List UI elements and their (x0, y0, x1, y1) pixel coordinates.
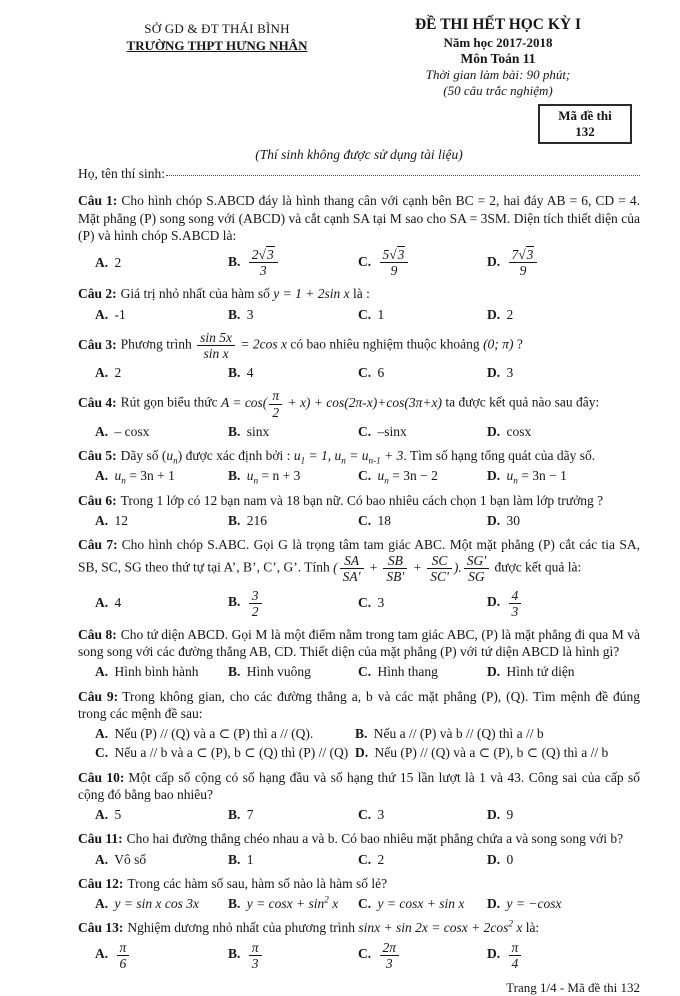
question-label: Câu 11: (78, 831, 123, 847)
option-d: D. 3 (487, 365, 514, 381)
option-c: C. $\frac{2\pi}{3}$ (358, 939, 487, 972)
option-c: C. $u_n = 3n - 2$ (358, 468, 438, 486)
question-label: Câu 9: (78, 688, 119, 704)
options (95, 894, 640, 913)
options (95, 850, 640, 869)
student-name-row (78, 166, 640, 182)
option-a: A. $u_n = 3n + 1$ (95, 468, 175, 486)
school-block (78, 16, 356, 99)
option-d: D. $\frac{4}{3}$ (487, 587, 640, 620)
option-b: B. 216 (228, 512, 268, 528)
option-c: C. 3 (358, 595, 385, 611)
option-a: A. – cosx (95, 423, 150, 439)
option-d: D. 0 (487, 851, 514, 867)
option-c: C. 1 (358, 306, 385, 322)
exam-code-row (78, 104, 640, 145)
question-label: Câu 10: (78, 769, 125, 785)
question-label: Câu 8: (78, 626, 117, 642)
page-footer: Trang 1/4 - Mã đề thi 132 (506, 979, 640, 995)
question-label: Câu 13: (78, 920, 124, 936)
option-a: A. Nếu (P) // (Q) và a ⊂ (P) thì a // (Q). (95, 726, 314, 742)
question (78, 688, 640, 763)
option-b: B. $u_n = n + 3$ (228, 468, 301, 486)
question-text: Câu 7: Cho hình chóp S.ABC. Gọi G là trọng tâm tam giác ABC. Một mặt phẳng (P) cắt các tia SA, SB, SC, SG theo thứ tự tại A’, B’, C’, G’. Tính ( $\frac{SA}{SA'}$ + $\frac{SB}{SB'}$ + $\frac{SC}{SC'}$ ). $\frac{SG'}{SG}$ được kết quả là: (78, 537, 640, 585)
question-label: Câu 5: (78, 447, 117, 463)
option-b: B. 3 (228, 306, 254, 322)
option-a: A. 4 (95, 595, 122, 611)
question-text: Câu 8: Cho tứ diện ABCD. Gọi M là một điểm nằm trong tam giác ABC, (P) là mặt phẳng đi qua M và song song với các đường thẳng AB, CD. Thiết diện của mặt phẳng (P) với tứ diện ABCD là hình gì? (78, 626, 640, 659)
school-name: TRƯỜNG THPT HƯNG NHÂN (126, 38, 308, 54)
option-a: A. $\frac{\pi}{6}$ (95, 939, 228, 972)
options (95, 939, 640, 972)
option-b: B. $\frac{2√3}{3}$ (228, 246, 358, 279)
options (95, 805, 640, 824)
question (78, 447, 640, 486)
notice: (Thí sinh không được sử dụng tài liệu) (255, 147, 463, 163)
question-text: Câu 2: Giá trị nhỏ nhất của hàm số y = 1 + 2sin x là : (78, 286, 370, 302)
question (78, 285, 640, 324)
question-text: Câu 10: Một cấp số cộng có số hạng đầu và số hạng thứ 15 lần lượt là 1 và 43. Công sai của cấp số cộng đó bằng bao nhiêu? (78, 769, 640, 802)
option-a: A. 2 (95, 365, 122, 381)
question-text: Câu 3: Phương trình $\frac{\sin 5x}{\text{sin x}}$ = 2cos x có bao nhiêu nghiệm thuộc khoảng (0; π) ? (78, 330, 523, 362)
option-a: A. Vô số (95, 851, 147, 867)
option-d: D. 30 (487, 512, 520, 528)
option-b: B. sinx (228, 423, 270, 439)
question-text: Câu 6: Trong 1 lớp có 12 bạn nam và 18 bạn nữ. Có bao nhiêu cách chọn 1 bạn làm lớp trưởng ? (78, 492, 604, 508)
options (95, 662, 640, 681)
option-d: D. $\frac{7√3}{9}$ (487, 246, 640, 279)
exam-title-block (356, 16, 640, 99)
option-d: D. 9 (487, 807, 514, 823)
option-d: D. y = −cosx (487, 896, 562, 912)
question (78, 830, 640, 869)
question-label: Câu 4: (78, 395, 117, 411)
question-label: Câu 6: (78, 492, 117, 508)
question (78, 388, 640, 440)
option-b: B. $y = \cos x + \sin^2 x$ (228, 894, 339, 912)
option-b: B. Hình vuông (228, 664, 311, 680)
option-d: D. $u_n = 3n - 1$ (487, 468, 567, 486)
question-text: Câu 9: Trong không gian, cho các đường thẳng a, b và các mặt phẳng (P), (Q). Tìm mệnh đề đúng trong các mệnh đề sau: (78, 688, 640, 721)
question-label: Câu 1: (78, 193, 118, 209)
options (95, 724, 640, 763)
option-c: C. Nếu a // b và a ⊂ (P), b ⊂ (Q) thì (P) // (Q) (95, 745, 349, 761)
option-c: C. –sinx (358, 423, 407, 439)
options (95, 587, 640, 620)
option-a: A. Hình bình hành (95, 664, 199, 680)
options (95, 363, 640, 382)
exam-title: ĐỀ THI HẾT HỌC KỲ I (414, 16, 582, 33)
option-c: C. 3 (358, 807, 385, 823)
option-b: B. $\frac{3}{2}$ (228, 587, 358, 620)
option-c: C. Hình thang (358, 664, 438, 680)
question-text: Câu 11: Cho hai đường thẳng chéo nhau a và b. Có bao nhiêu mặt phẳng chứa a và song song với b? (78, 831, 624, 847)
question-text: Câu 1: Cho hình chóp S.ABCD đáy là hình thang cân với cạnh bên BC = 2, hai đáy AB = 6, CD = 4. Mặt phẳng (P) song song với (ABCD) và cắt cạnh SA tại M sao cho SA = 3SM. Diện tích thiết diện của (P) và hình chóp S.ABCD là: (78, 193, 641, 243)
option-a: A. 12 (95, 512, 128, 528)
option-a: A. y = sin x cos 3x (95, 896, 199, 912)
student-name-label: Họ, tên thí sinh: (78, 166, 165, 182)
school-year: Năm học 2017-2018 (443, 34, 553, 50)
exam-code-label: Mã đề thi (558, 107, 612, 123)
question (78, 192, 640, 279)
question (78, 875, 640, 914)
question (78, 492, 640, 531)
exam-code-value: 132 (575, 124, 595, 140)
question (78, 919, 640, 971)
option-d: D. Hình tứ diện (487, 664, 575, 680)
format-note: (50 câu trắc nghiệm) (443, 83, 553, 99)
option-c: C. y = cosx + sin x (358, 896, 465, 912)
option-b: B. 7 (228, 807, 254, 823)
options (95, 246, 640, 279)
exam-code-box (538, 104, 632, 145)
question-text: Câu 5: Dãy số $(u_n)$ được xác định bởi : $u_1 = 1$, $u_n = u_{n-1} + 3$. Tìm số hạng tổng quát của dãy số. (78, 447, 596, 466)
header (78, 16, 640, 99)
department-name: SỞ GD & ĐT THÁI BÌNH (144, 21, 290, 36)
option-c: C. 6 (358, 365, 385, 381)
option-d: D. cosx (487, 423, 532, 439)
option-b: B. $\frac{\pi}{3}$ (228, 939, 358, 972)
duration: Thời gian làm bài: 90 phút; (425, 67, 571, 83)
options (95, 422, 640, 441)
option-c: C. 18 (358, 512, 391, 528)
option-a: A. 5 (95, 807, 122, 823)
option-a: A. -1 (95, 306, 126, 322)
question-label: Câu 2: (78, 286, 117, 302)
option-b: B. 1 (228, 851, 254, 867)
question (78, 536, 640, 620)
question-label: Câu 3: (78, 336, 117, 352)
option-c: C. $\frac{5√3}{9}$ (358, 246, 487, 279)
question (78, 626, 640, 682)
option-d: D. 2 (487, 306, 514, 322)
question-label: Câu 7: (78, 537, 118, 553)
student-name-fill-line (166, 175, 640, 176)
question-label: Câu 12: (78, 875, 124, 891)
questions (78, 192, 640, 971)
option-d: D. $\frac{\pi}{4}$ (487, 939, 640, 972)
question-text: Câu 4: Rút gọn biểu thức A = cos( $\frac{\pi}{2}$ + x) + cos(2π-x)+cos(3π+x) ta được kết quả nào sau đây: (78, 388, 600, 420)
option-d: D. Nếu (P) // (Q) và a ⊂ (P), b ⊂ (Q) thì a // b (355, 745, 609, 761)
option-b: B. 4 (228, 365, 254, 381)
question (78, 330, 640, 382)
option-b: B. Nếu a // (P) và b // (Q) thì a // b (355, 726, 544, 742)
subject: Môn Toán 11 (460, 50, 536, 66)
options (95, 466, 640, 485)
options (95, 305, 640, 324)
question-text: Câu 12: Trong các hàm số sau, hàm số nào là hàm số lẻ? (78, 875, 388, 891)
options (95, 511, 640, 530)
option-a: A. 2 (95, 255, 122, 271)
question (78, 769, 640, 825)
question-text: Câu 13: Nghiệm dương nhỏ nhất của phương trình $\sin x + \sin 2x = \cos x + 2\cos^2$ x là: (78, 918, 540, 936)
option-c: C. 2 (358, 851, 385, 867)
